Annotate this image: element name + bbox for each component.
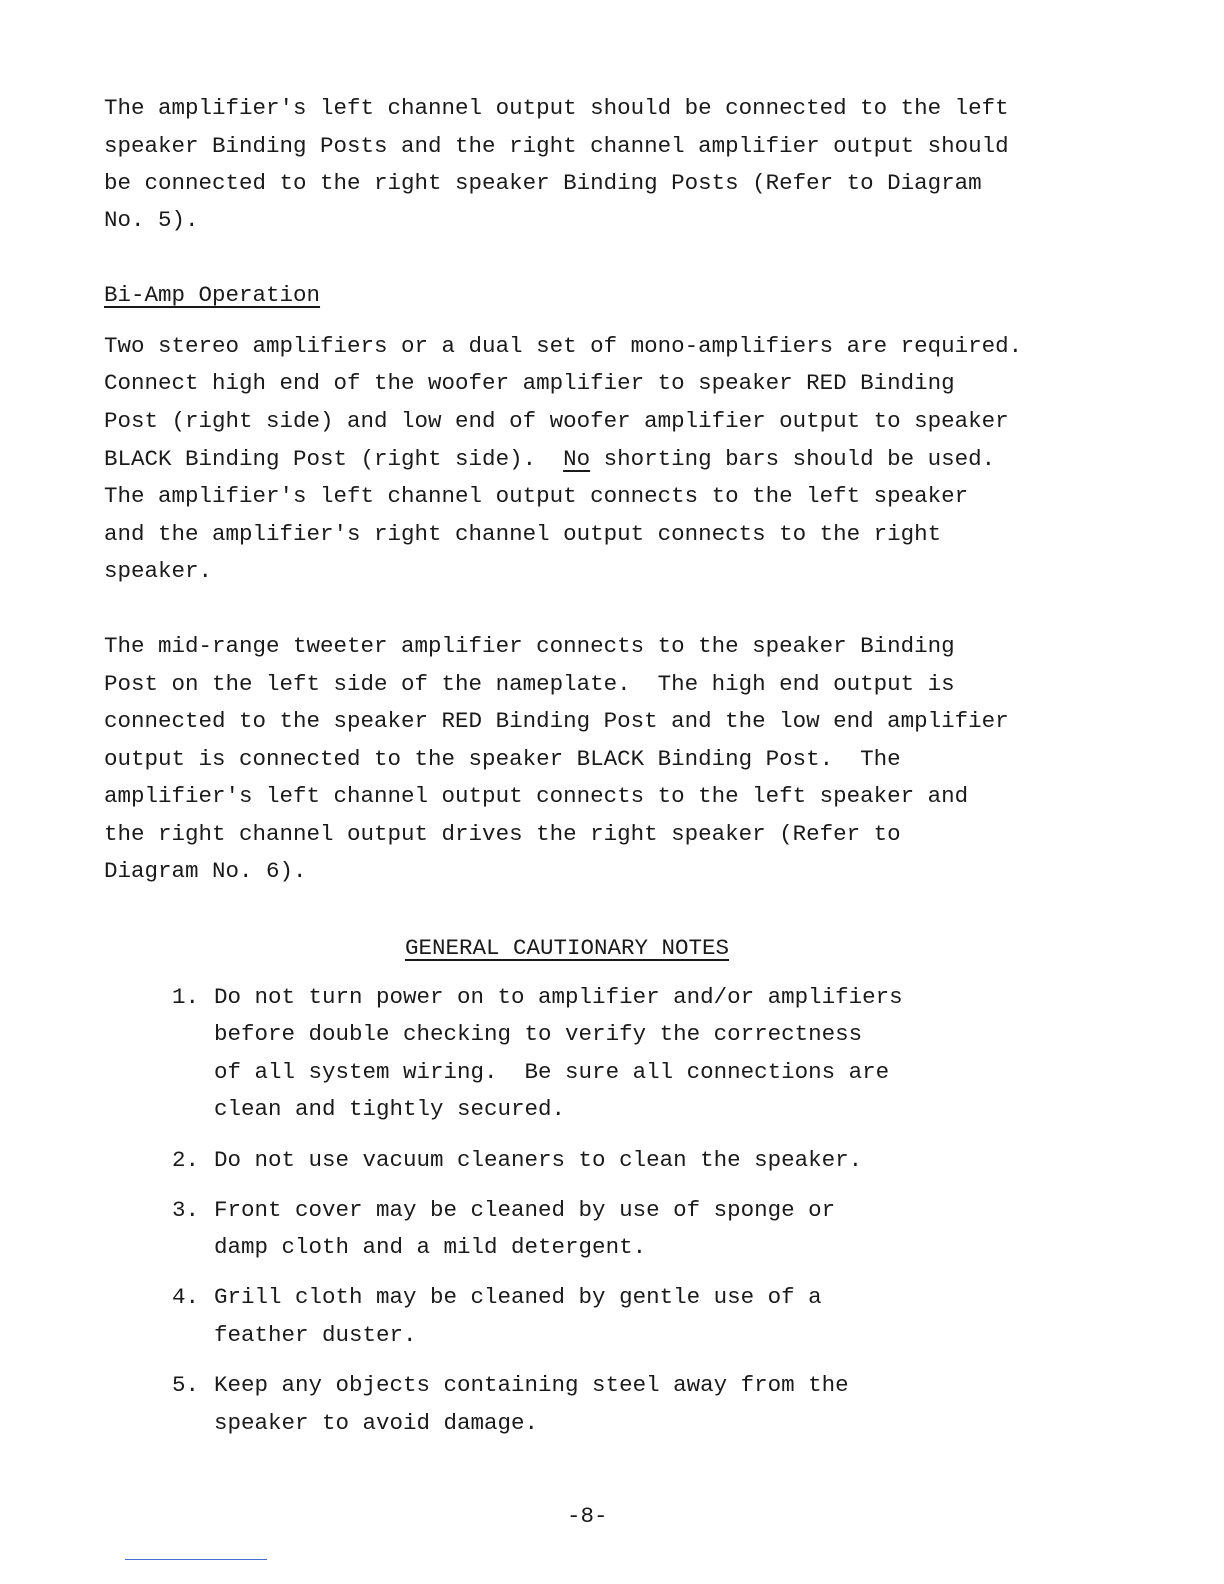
text-line: Diagram No. 6). — [104, 858, 307, 884]
notes-title: GENERAL CAUTIONARY NOTES — [405, 935, 730, 961]
page-number: -8- — [567, 1503, 608, 1529]
text-segment: shorting bars should be used. — [590, 446, 996, 472]
text-line: The mid-range tweeter amplifier connects to the speaker Binding — [104, 633, 955, 659]
emphasis-no: No — [563, 446, 591, 472]
text-line: connected to the speaker RED Binding Post and the low end amplifier — [104, 708, 1009, 734]
text-line: Two stereo amplifiers or a dual set of mono-amplifiers are required. — [104, 333, 1023, 359]
text-line: be connected to the right speaker Binding Posts (Refer to Diagram — [104, 170, 982, 196]
note-number: 3. — [172, 1197, 200, 1223]
note-line: before double checking to verify the correctness — [214, 1021, 863, 1047]
text-line: the right channel output drives the right speaker (Refer to — [104, 821, 901, 847]
note-line: feather duster. — [214, 1322, 417, 1348]
note-number: 2. — [172, 1147, 200, 1173]
note-line: clean and tightly secured. — [214, 1096, 566, 1122]
note-line: Do not use vacuum cleaners to clean the speaker. — [214, 1147, 863, 1173]
bottom-rule — [125, 1559, 267, 1560]
text-line: The amplifier's left channel output connects to the left speaker — [104, 483, 969, 509]
note-number: 5. — [172, 1372, 200, 1398]
text-line: speaker Binding Posts and the right channel amplifier output should — [104, 133, 1009, 159]
text-segment: BLACK Binding Post (right side). — [104, 446, 564, 472]
note-number: 4. — [172, 1284, 200, 1310]
text-line: The amplifier's left channel output should be connected to the left — [104, 95, 1009, 121]
text-line: and the amplifier's right channel output connects to the right — [104, 521, 942, 547]
text-line: speaker. — [104, 558, 213, 584]
note-line: Keep any objects containing steel away from the — [214, 1372, 849, 1398]
section-heading: Bi-Amp Operation — [104, 282, 321, 308]
text-line: amplifier's left channel output connects to the left speaker and — [104, 783, 969, 809]
text-line: Post (right side) and low end of woofer amplifier output to speaker — [104, 408, 1009, 434]
text-line: No. 5). — [104, 207, 199, 233]
text-line: Post on the left side of the nameplate. The high end output is — [104, 671, 955, 697]
text-line: output is connected to the speaker BLACK Binding Post. The — [104, 746, 901, 772]
note-line: speaker to avoid damage. — [214, 1410, 539, 1436]
text-line: Connect high end of the woofer amplifier to speaker RED Binding — [104, 370, 955, 396]
note-line: Front cover may be cleaned by use of sponge or — [214, 1197, 836, 1223]
note-number: 1. — [172, 984, 200, 1010]
note-line: of all system wiring. Be sure all connections are — [214, 1059, 890, 1085]
note-line: Do not turn power on to amplifier and/or amplifiers — [214, 984, 903, 1010]
note-line: damp cloth and a mild detergent. — [214, 1234, 647, 1260]
note-line: Grill cloth may be cleaned by gentle use of a — [214, 1284, 822, 1310]
text-line — [104, 448, 995, 471]
